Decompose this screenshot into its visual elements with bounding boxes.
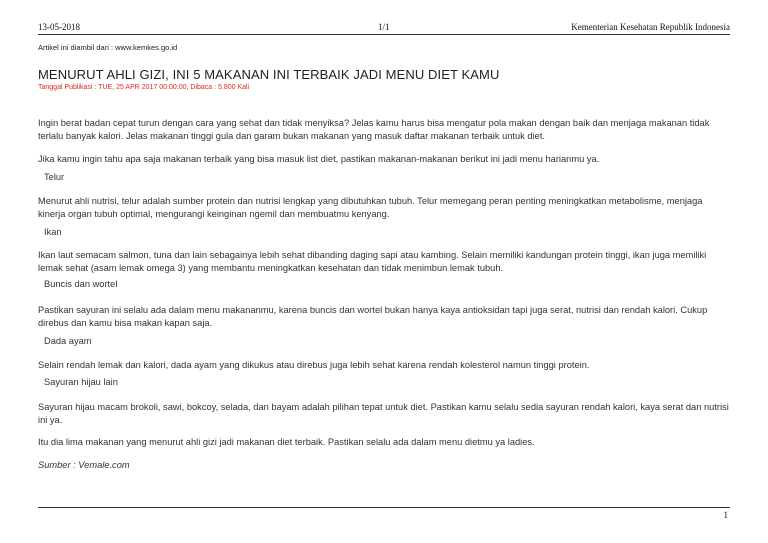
article-publication-meta: Tanggal Publikasi : TUE, 25 APR 2017 00:00:00, Dibaca : 5.800 Kali: [38, 84, 250, 91]
article-credit: Sumber : Vemale.com: [38, 460, 130, 470]
food-item-description: Selain rendah lemak dan kalori, dada ayam yang dikukus atau direbus juga lebih sehat karena rendah kolesterol namun tinggi protein.: [38, 360, 590, 370]
footer-rule: [38, 507, 730, 508]
food-item-description: Ikan laut semacam salmon, tuna dan lain sebagainya lebih sehat dibanding daging sapi atau kambing. Selain memiliki kandungan protein tinggi, ikan juga memiliki lemak sehat (asam lemak omega 3) yang membantu meningkatkan kesehatan dan tidak menimbun lemak tubuh.: [38, 250, 707, 273]
food-item-heading: Ikan: [44, 227, 62, 237]
food-item-heading: Telur: [44, 172, 65, 182]
food-item-description: Pastikan sayuran ini selalu ada dalam menu makananmu, karena buncis dan wortel bukan hanya kaya antioksidan tapi juga serat, nutrisi dan rendah kalori. Cukup direbus dan kamu bisa makan kapan saja.: [38, 305, 708, 328]
food-item-description: Sayuran hijau macam brokoli, sawi, bokcoy, selada, dan bayam adalah pilihan tepat untuk diet. Pastikan kamu selalu sedia sayuran rendah kalori, kaya serat dan nutrisi ini ya.: [38, 402, 729, 425]
header-organization: Kementerian Kesehatan Republik Indonesia: [571, 22, 730, 32]
header-page-count: 1/1: [378, 22, 390, 32]
article-title: MENURUT AHLI GIZI, INI 5 MAKANAN INI TERBAIK JADI MENU DIET KAMU: [38, 67, 500, 82]
article-source-line: Artikel ini diambil dari : www.kemkes.go.id: [38, 43, 178, 52]
food-item-description: Menurut ahli nutrisi, telur adalah sumber protein dan nutrisi lengkap yang dibutuhkan tubuh. Telur memegang peran penting meningkatkan metabolisme, menjaga kinerja organ tubuh optimal, mengurangi keinginan ngemil dan membuatmu kenyang.: [38, 196, 703, 219]
food-item-heading: Sayuran hijau lain: [44, 377, 118, 387]
header-rule: [38, 34, 730, 35]
food-item-heading: Dada ayam: [44, 336, 92, 346]
footer-page-number: 1: [723, 510, 728, 520]
article-closing: Itu dia lima makanan yang menurut ahli gizi jadi makanan diet terbaik. Pastikan selalu ada dalam menu dietmu ya ladies.: [38, 437, 535, 447]
header-date: 13-05-2018: [38, 22, 80, 32]
article-intro: Ingin berat badan cepat turun dengan cara yang sehat dan tidak menyiksa? Jelas kamu harus bisa mengatur pola makan dengan baik dan menjaga makanan tidak terlalu banyak kalori. Jelas makanan tinggi gula dan garam bukan makanan yang masuk daftar makanan terbaik untuk diet.: [38, 118, 710, 141]
article-lead: Jika kamu ingin tahu apa saja makanan terbaik yang bisa masuk list diet, pastikan makanan-makanan berikut ini jadi menu harianmu ya.: [38, 154, 600, 164]
food-item-heading: Buncis dan wortel: [44, 279, 118, 289]
